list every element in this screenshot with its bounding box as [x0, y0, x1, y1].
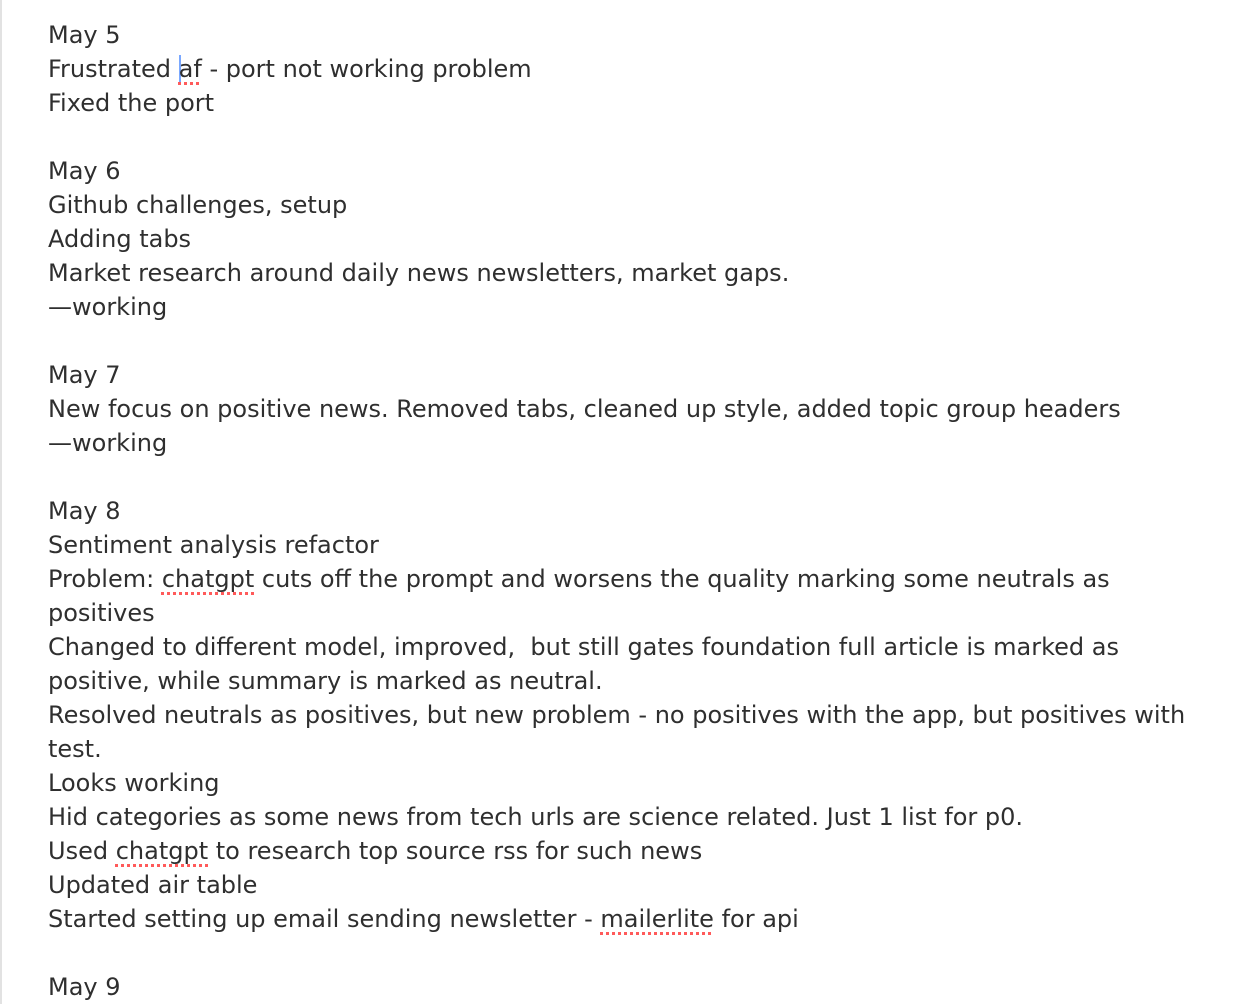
line-text-before: Used: [48, 837, 116, 865]
note-line[interactable]: —working: [48, 293, 168, 321]
line-text-before: Started setting up email sending newsletter -: [48, 905, 601, 933]
note-line[interactable]: Hid categories as some news from tech urls are science related. Just 1 list for p0.: [48, 803, 1024, 831]
note-line[interactable]: Looks working: [48, 769, 220, 797]
note-line[interactable]: Adding tabs: [48, 225, 192, 253]
note-line[interactable]: Resolved neutrals as positives, but new problem - no positives with the app, but positives with: [48, 701, 1186, 729]
line-text-after: to research top source rss for such news: [208, 837, 703, 865]
misspelled-word[interactable]: mailerlite: [600, 905, 714, 933]
line-text-after: - port not working problem: [201, 55, 532, 83]
note-line[interactable]: Changed to different model, improved, but still gates foundation full article is marked as: [48, 633, 1119, 661]
note-line[interactable]: —working: [48, 429, 168, 457]
blank-line[interactable]: [48, 460, 1220, 494]
misspelled-word[interactable]: chatgpt: [161, 565, 255, 593]
entry-date[interactable]: May 7: [48, 361, 121, 389]
note-line[interactable]: [48, 834, 1220, 868]
blank-line[interactable]: [48, 936, 1220, 970]
notes-editor[interactable]: [48, 18, 1220, 1004]
note-line[interactable]: Updated air table: [48, 871, 258, 899]
note-line[interactable]: [48, 902, 1220, 936]
note-line[interactable]: Sentiment analysis refactor: [48, 531, 379, 559]
entry-date[interactable]: May 8: [48, 497, 121, 525]
blank-line[interactable]: [48, 324, 1220, 358]
window-edge: [0, 0, 2, 1004]
note-line[interactable]: Fixed the port: [48, 89, 215, 117]
note-line[interactable]: Github challenges, setup: [48, 191, 348, 219]
note-line[interactable]: test.: [48, 735, 102, 763]
entry-date[interactable]: May 6: [48, 157, 121, 185]
blank-line[interactable]: [48, 120, 1220, 154]
note-line[interactable]: positives: [48, 599, 155, 627]
note-line[interactable]: [48, 562, 1220, 596]
line-text-after: cuts off the prompt and worsens the quality marking some neutrals as: [254, 565, 1110, 593]
note-line[interactable]: New focus on positive news. Removed tabs, cleaned up style, added topic group headers: [48, 395, 1121, 423]
line-text-after: for api: [713, 905, 799, 933]
misspelled-word[interactable]: af: [178, 55, 202, 83]
entry-date[interactable]: May 9: [48, 973, 121, 1001]
entry-date[interactable]: May 5: [48, 21, 121, 49]
note-line[interactable]: Market research around daily news newsletters, market gaps.: [48, 259, 790, 287]
note-line[interactable]: positive, while summary is marked as neutral.: [48, 667, 603, 695]
line-text-before: Frustrated: [48, 55, 179, 83]
line-text-before: Problem:: [48, 565, 162, 593]
note-line[interactable]: [48, 52, 1220, 86]
misspelled-word[interactable]: chatgpt: [115, 837, 209, 865]
